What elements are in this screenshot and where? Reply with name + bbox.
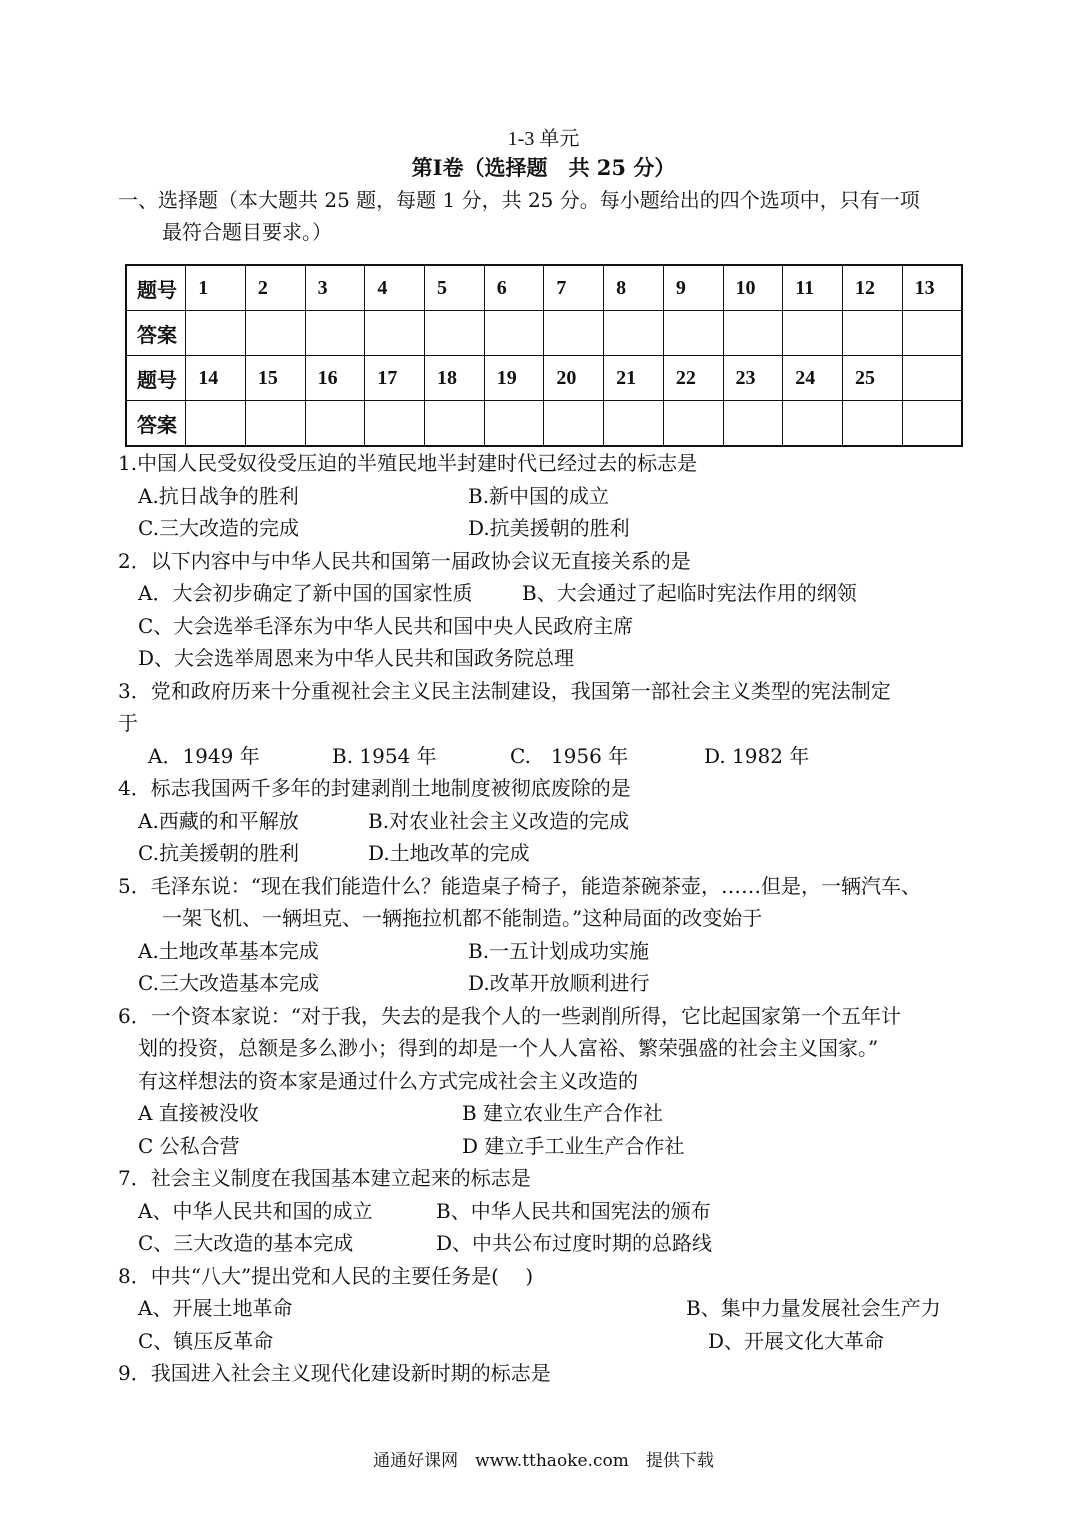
question-6-option-a: A 直接被没收 xyxy=(138,1101,259,1125)
question-number: 20 xyxy=(544,356,604,401)
table-header-number: 题号 xyxy=(126,356,186,401)
answer-cell[interactable] xyxy=(663,401,723,447)
question-4-stem: 4．标志我国两千多年的封建剥削土地制度被彻底废除的是 xyxy=(118,776,631,800)
table-row-answers-1 xyxy=(126,311,962,356)
question-1-option-c: C.三大改造的完成 xyxy=(138,516,299,540)
answer-cell[interactable] xyxy=(902,401,962,447)
answer-cell[interactable] xyxy=(723,401,783,447)
question-number: 19 xyxy=(484,356,544,401)
answer-cell[interactable] xyxy=(604,401,664,447)
table-header-number: 题号 xyxy=(126,265,186,311)
answer-cell[interactable] xyxy=(484,311,544,356)
question-2-option-b: B、大会通过了起临时宪法作用的纲领 xyxy=(522,581,857,605)
answer-cell[interactable] xyxy=(365,311,425,356)
question-7-stem: 7．社会主义制度在我国基本建立起来的标志是 xyxy=(118,1166,531,1190)
question-number: 21 xyxy=(604,356,664,401)
question-9-stem: 9．我国进入社会主义现代化建设新时期的标志是 xyxy=(118,1361,551,1385)
question-6-stem-cont-2: 有这样想法的资本家是通过什么方式完成社会主义改造的 xyxy=(138,1069,638,1093)
question-4-option-c: C.抗美援朝的胜利 xyxy=(138,841,299,865)
question-number: 25 xyxy=(842,356,902,401)
question-number: 14 xyxy=(186,356,246,401)
question-number: 4 xyxy=(365,265,425,311)
table-row-answers-2 xyxy=(126,401,962,447)
volume-title: 第Ⅰ卷（选择题 共 25 分） xyxy=(411,155,676,180)
question-6-stem-cont: 划的投资，总额是多么渺小；得到的却是一个人人富裕、繁荣强盛的社会主义国家。” xyxy=(138,1036,879,1060)
question-8-stem: 8．中共“八大”提出党和人民的主要任务是( ) xyxy=(118,1264,534,1288)
question-3-option-c: C. 1956 年 xyxy=(510,744,629,768)
answer-cell[interactable] xyxy=(245,311,305,356)
answer-cell[interactable] xyxy=(186,311,246,356)
question-number: 11 xyxy=(783,265,843,311)
answer-cell[interactable] xyxy=(783,401,843,447)
question-number: 6 xyxy=(484,265,544,311)
answer-cell[interactable] xyxy=(544,311,604,356)
answer-cell[interactable] xyxy=(723,311,783,356)
question-6-stem: 6．一个资本家说：“对于我，失去的是我个人的一些剥削所得，它比起国家第一个五年计 xyxy=(118,1004,901,1028)
question-3-option-a: A．1949 年 xyxy=(148,744,260,768)
table-header-answer: 答案 xyxy=(126,401,186,447)
question-number: 5 xyxy=(425,265,485,311)
table-row-numbers-2 xyxy=(126,356,962,401)
question-5-option-c: C.三大改造基本完成 xyxy=(138,971,319,995)
question-3-stem: 3．党和政府历来十分重视社会主义民主法制建设，我国第一部社会主义类型的宪法制定 xyxy=(118,679,891,703)
question-2-option-d: D、大会选举周恩来为中华人民共和国政务院总理 xyxy=(138,646,575,670)
answer-cell[interactable] xyxy=(365,401,425,447)
question-8-option-d: D、开展文化大革命 xyxy=(708,1329,885,1353)
question-number: 2 xyxy=(245,265,305,311)
answer-cell[interactable] xyxy=(425,311,485,356)
question-5-option-d: D.改革开放顺利进行 xyxy=(468,971,650,995)
question-6-option-d: D 建立手工业生产合作社 xyxy=(462,1134,685,1158)
question-number: 15 xyxy=(245,356,305,401)
question-6-option-c: C 公私合营 xyxy=(138,1134,240,1158)
answer-cell[interactable] xyxy=(186,401,246,447)
question-4-option-b: B.对农业社会主义改造的完成 xyxy=(368,809,630,833)
question-number: 13 xyxy=(902,265,962,311)
answer-cell[interactable] xyxy=(484,401,544,447)
answer-table xyxy=(125,264,963,447)
question-number: 1 xyxy=(186,265,246,311)
question-6-option-b: B 建立农业生产合作社 xyxy=(462,1101,664,1125)
question-3-stem-cont: 于 xyxy=(118,711,138,735)
question-7-option-c: C、三大改造的基本完成 xyxy=(138,1231,354,1255)
question-2-option-c: C、大会选举毛泽东为中华人民共和国中央人民政府主席 xyxy=(138,614,634,638)
question-8-option-c: C、镇压反革命 xyxy=(138,1329,274,1353)
question-number: 3 xyxy=(305,265,365,311)
answer-cell[interactable] xyxy=(604,311,664,356)
question-8-option-a: A、开展土地革命 xyxy=(138,1296,293,1320)
question-number: 23 xyxy=(723,356,783,401)
question-3-option-d: D. 1982 年 xyxy=(704,744,810,768)
question-number: 10 xyxy=(723,265,783,311)
question-number xyxy=(902,356,962,401)
question-number: 16 xyxy=(305,356,365,401)
question-number: 8 xyxy=(604,265,664,311)
question-number: 17 xyxy=(365,356,425,401)
answer-cell[interactable] xyxy=(425,401,485,447)
question-number: 9 xyxy=(663,265,723,311)
answer-cell[interactable] xyxy=(842,401,902,447)
answer-cell[interactable] xyxy=(783,311,843,356)
question-7-option-b: B、中华人民共和国宪法的颁布 xyxy=(436,1199,711,1223)
table-row-numbers-1 xyxy=(126,265,962,311)
question-number: 24 xyxy=(783,356,843,401)
question-number: 7 xyxy=(544,265,604,311)
question-number: 12 xyxy=(842,265,902,311)
question-1-option-a: A.抗日战争的胜利 xyxy=(138,484,299,508)
answer-cell[interactable] xyxy=(663,311,723,356)
question-5-stem-cont: 一架飞机、一辆坦克、一辆拖拉机都不能制造。”这种局面的改变始于 xyxy=(162,906,763,930)
answer-cell[interactable] xyxy=(305,401,365,447)
question-2-option-a: A．大会初步确定了新中国的国家性质 xyxy=(138,581,473,605)
footer-credit: 通通好课网 www.tthaoke.com 提供下载 xyxy=(373,1451,714,1471)
question-number: 18 xyxy=(425,356,485,401)
answer-cell[interactable] xyxy=(902,311,962,356)
question-2-stem: 2．以下内容中与中华人民共和国第一届政协会议无直接关系的是 xyxy=(118,549,691,573)
question-8-option-b: B、集中力量发展社会生产力 xyxy=(686,1296,941,1320)
question-5-stem: 5．毛泽东说：“现在我们能造什么？能造桌子椅子，能造茶碗茶壶，……但是，一辆汽车、 xyxy=(118,874,921,898)
question-3-option-b: B. 1954 年 xyxy=(332,744,437,768)
unit-title: 1-3 单元 xyxy=(507,128,580,150)
question-7-option-d: D、中共公布过度时期的总路线 xyxy=(436,1231,713,1255)
question-1-option-b: B.新中国的成立 xyxy=(468,484,610,508)
question-5-option-b: B.一五计划成功实施 xyxy=(468,939,650,963)
question-7-option-a: A、中华人民共和国的成立 xyxy=(138,1199,373,1223)
answer-cell[interactable] xyxy=(305,311,365,356)
section-intro-cont: 最符合题目要求。） xyxy=(162,220,332,244)
question-4-option-a: A.西藏的和平解放 xyxy=(138,809,299,833)
question-number: 22 xyxy=(663,356,723,401)
answer-cell[interactable] xyxy=(544,401,604,447)
table-header-answer: 答案 xyxy=(126,311,186,356)
question-5-option-a: A.土地改革基本完成 xyxy=(138,939,319,963)
answer-cell[interactable] xyxy=(245,401,305,447)
question-1-stem: 1.中国人民受奴役受压迫的半殖民地半封建时代已经过去的标志是 xyxy=(118,451,698,475)
section-intro: 一、选择题（本大题共 25 题，每题 1 分，共 25 分。每小题给出的四个选项中，只有一项 xyxy=(118,188,920,212)
question-1-option-d: D.抗美援朝的胜利 xyxy=(468,516,630,540)
answer-cell[interactable] xyxy=(842,311,902,356)
question-4-option-d: D.土地改革的完成 xyxy=(368,841,530,865)
